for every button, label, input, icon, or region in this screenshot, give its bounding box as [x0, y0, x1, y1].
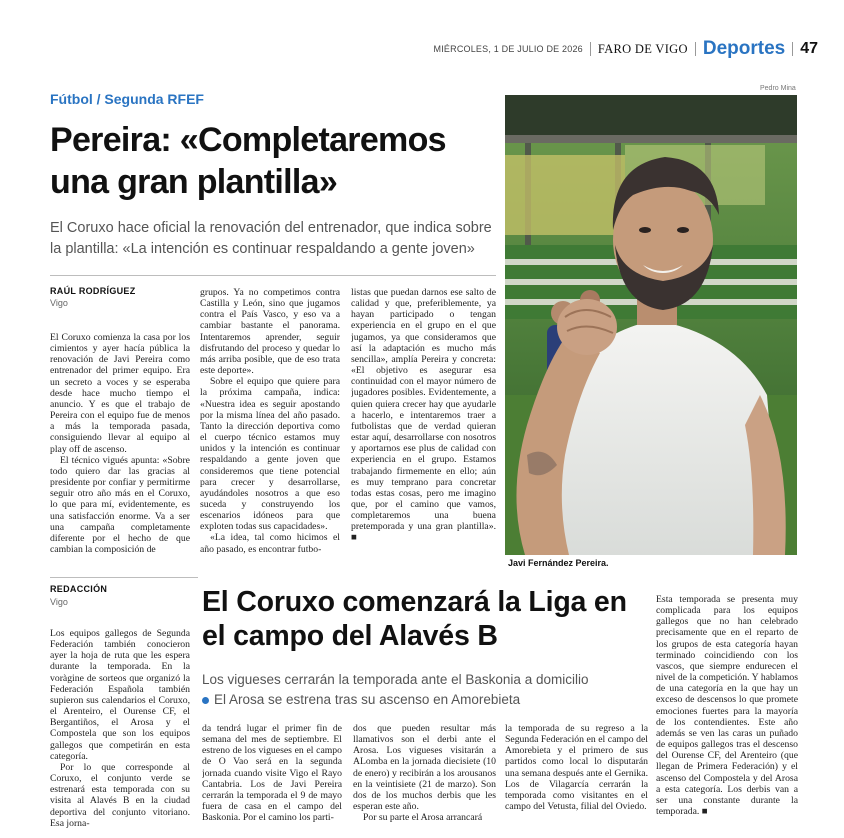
paragraph: «La idea, tal como hicimos el año pasado, es encontrar futbo-	[200, 532, 340, 555]
article1-column-3	[351, 287, 496, 567]
article2-column-2	[202, 723, 342, 833]
paragraph: listas que puedan darnos ese salto de calidad y que, preferiblemente, ya hayan participado o tengan experiencia en el grupo en el que jugamos, ya que consideramos que así la adaptación es mucho más sencilla», amplía Pereira y concreta: «El objetivo es asegurar esa continuidad con el mayor número de jugadores posibles. Evidentemente, a quien quiera crecer hay que ayudarle a hacerlo, e intentaremos traer a futbolistas que de verdad quieran estar aquí, desarrollarse con nosotros y aportarnos ese plus de calidad con experiencia en el grupo. Estamos trabajando firmemente en ello; aún es muy temprano para concretar todas estas cosas, pero me imagino que, por el camino que vamos, completaremos una buena pretemporada y una gran plantilla». ■	[351, 287, 496, 544]
paragraph: El técnico vigués apunta: «Sobre todo quiero dar las gracias al presidente por confiar y permitirme seguir otro año más en el Coruxo, lo que para mí, evidentemente, es una satisfacción enorme. Va a ser una campaña completamente diferente por el hecho de que cambian la composición de	[50, 454, 190, 555]
section-divider	[50, 275, 496, 276]
paragraph: grupos. Ya no competimos contra Castilla y León, sino que jugamos contra el País Vasco, y eso va a cambiar bastante el panorama. Intentaremos aprender, seguir disfrutando del proceso y quedar lo más arriba posible, que de eso trata este deporte».	[200, 287, 340, 377]
article1-column-2	[200, 287, 340, 567]
article2-author: REDACCIÓN	[50, 584, 108, 594]
photo-credit: Pedro Mina	[760, 85, 796, 92]
article2-headline: El Coruxo comenzará la Liga en el campo del Alavés B	[202, 586, 627, 652]
article2-subheadline: Los vigueses cerrarán la temporada ante el Baskonia a domicilio	[202, 672, 589, 687]
paragraph: Esta temporada se presenta muy complicada para los equipos gallegos que no han celebrado precisamente que en el reparto de los grupos de esta categoría hayan terminado coincidiendo con los vascos, que siempre endurecen el nivel de la competición. Y hablamos de una categoría en la que hay un exceso de descensos lo que promete emociones fuertes para la mayoría de los contendientes. Este año además se ven las caras un puñado de equipos gallegos tras el descenso del Ourense CF, del Arenteiro (que llegan de Primera Federación) y el ascenso del Compostela y del Arosa a esta categoría. Los derbis van a ser una constante durante la temporada. ■	[656, 594, 798, 817]
article1-subheadline: El Coruxo hace oficial la renovación del entrenador, que indica sobre la plantilla: «La intención es continuar respaldando a gente joven»	[50, 220, 492, 257]
masthead-paper-name: FARO DE VIGO	[597, 41, 688, 56]
photo-caption: Javi Fernández Pereira.	[508, 558, 609, 568]
bullet-icon	[202, 697, 209, 704]
masthead-date: MIÉRCOLES, 1 DE JULIO DE 2026	[433, 44, 583, 54]
article2-subheadline-2-text: El Arosa se estrena tras su ascenso en Amorebieta	[214, 692, 521, 707]
section-divider	[50, 577, 198, 578]
masthead-section: Deportes	[702, 38, 786, 59]
article2-location: Vigo	[50, 597, 68, 607]
article2-column-5	[656, 594, 798, 834]
article2-subheadline-2	[202, 690, 642, 710]
masthead-divider	[590, 42, 591, 56]
paragraph: Por su parte el Arosa arrancará	[363, 812, 483, 824]
article2-column-1	[50, 628, 190, 834]
paragraph: Por lo que corresponde al Coruxo, el conjunto verde se estrenará esta temporada con su visita al Alavés B en la ciudad deportiva del conjunto vitoriano. Esa jorna-	[50, 761, 190, 829]
article1-kicker: Fútbol / Segunda RFEF	[50, 91, 204, 107]
masthead-page-number: 47	[800, 40, 818, 57]
article1-location: Vigo	[50, 298, 68, 308]
masthead	[434, 40, 818, 58]
paragraph: Los equipos gallegos de Segunda Federación también conocieron ayer la hoja de ruta que les espera durante la temporada. En la voràgine de sorteos que organizó la Federación Española también supieron sus calendarios el Coruxo, el Arenteiro, el Ourense CF, el Bergantiños, el Arosa y el Compostela que son los equipos gallegos que competirán en esta categoría.	[50, 628, 190, 762]
article1-headline: Pereira: «Completaremos una gran plantilla»	[50, 121, 446, 201]
masthead-divider	[695, 42, 696, 56]
article2-column-4	[505, 723, 648, 833]
paragraph: Sobre el equipo que quiere para la próxima campaña, indica: «Nuestra idea es seguir apostando por la misma línea del año pasado. Tanto la dirección deportiva como el cuerpo técnico estamos muy unidos y la intención es continuar respaldando a gente joven que consideremos que tiene potencial para crecer y desarrollarse, ayudándoles nosotros a que eso suceda y construyendo los escenarios idóneos para que exploten todas sus capacidades».	[200, 376, 340, 533]
paragraph: El Coruxo comienza la casa por los cimientos y ayer hacía pública la renovación de Javi Pereira como entrenador del primer equipo. Era un secreto a voces y se esperaba desde hace mucho tiempo el anuncio. Y es que el trabajo de Pereira con el equipo fue de menos a más la temporada pasada, consiguiendo llevar al equipo al play off de ascenso.	[50, 332, 190, 455]
article2-column-3	[353, 723, 496, 833]
person-photo-icon	[505, 95, 797, 555]
paragraph: dos que pueden resultar más llamativos son el derbi ante el Arosa. Los vigueses visitarán a ALomba en la jornada diecisiete (10 de enero) y recibirán a los arousanos en la veintisiete (21 de marzo). Son dos de los muchos derbis que les esperan este año.	[353, 723, 496, 813]
article1-column-1	[50, 332, 190, 558]
paragraph: da tendrá lugar el primer fin de semana del mes de septiembre. El estreno de los vigueses en el campo de O Vao será en la segunda jornada cuando visite Vigo el Rayo Cantabria. Los de Javi Pereira cerrarán la temporada el 9 de mayo fuera de casa en el campo del Baskonia. Por el camino los parti-	[202, 723, 342, 824]
article1-author: RAÚL RODRÍGUEZ	[50, 286, 136, 296]
masthead-divider	[792, 42, 793, 56]
paragraph: la temporada de su regreso a la Segunda Federación en el campo del Amorebieta y el primero de sus partidos como local lo disputarán una semana después ante el Gernika. Los de Vilagarcía cerrarán la temporada como visitantes en el campo del Vetusta, filial del Oviedo.	[505, 723, 648, 813]
coach-photo	[505, 95, 797, 555]
